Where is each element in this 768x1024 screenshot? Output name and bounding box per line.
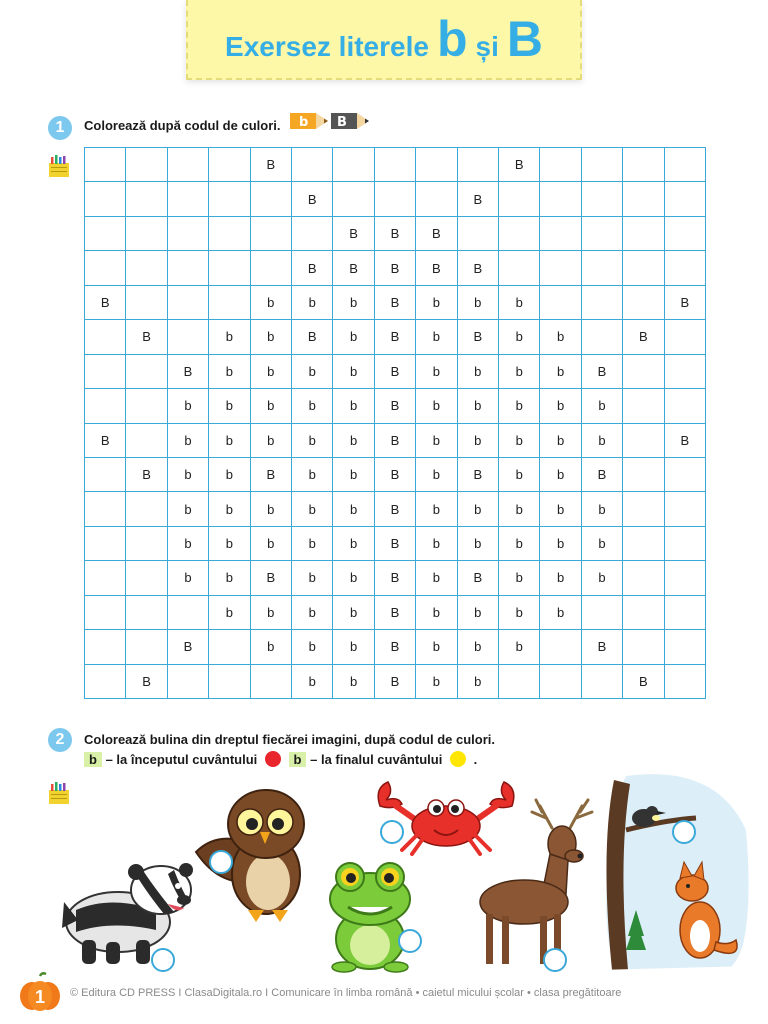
- grid-cell[interactable]: b: [168, 389, 209, 423]
- grid-cell[interactable]: [251, 182, 292, 216]
- grid-cell[interactable]: [582, 596, 623, 630]
- exercise-2-instruction: Colorează bulina din dreptul fiecărei imagini, după codul de culori.: [84, 732, 496, 747]
- owl-image: [186, 782, 316, 932]
- grid-cell[interactable]: [665, 665, 706, 699]
- grid-cell[interactable]: [126, 251, 167, 285]
- grid-cell[interactable]: [623, 286, 664, 320]
- grid-cell[interactable]: [665, 561, 706, 595]
- grid-cell[interactable]: [665, 596, 706, 630]
- grid-cell[interactable]: [375, 148, 416, 182]
- grid-cell[interactable]: [665, 630, 706, 664]
- grid-cell[interactable]: b: [292, 389, 333, 423]
- grid-cell[interactable]: b: [499, 389, 540, 423]
- grid-cell[interactable]: b: [251, 596, 292, 630]
- grid-cell[interactable]: [209, 286, 250, 320]
- grid-cell[interactable]: [540, 665, 581, 699]
- grid-cell[interactable]: [623, 251, 664, 285]
- grid-cell[interactable]: B: [251, 561, 292, 595]
- grid-cell[interactable]: [665, 320, 706, 354]
- grid-cell[interactable]: [126, 424, 167, 458]
- grid-cell[interactable]: b: [499, 630, 540, 664]
- grid-cell[interactable]: B: [582, 458, 623, 492]
- grid-cell[interactable]: B: [375, 389, 416, 423]
- grid-cell[interactable]: [126, 630, 167, 664]
- grid-cell[interactable]: [85, 217, 126, 251]
- grid-cell[interactable]: [126, 596, 167, 630]
- grid-cell[interactable]: [499, 182, 540, 216]
- grid-cell[interactable]: b: [333, 424, 374, 458]
- grid-cell[interactable]: b: [168, 492, 209, 526]
- grid-cell[interactable]: b: [499, 492, 540, 526]
- grid-cell[interactable]: B: [251, 458, 292, 492]
- grid-cell[interactable]: B: [375, 355, 416, 389]
- grid-cell[interactable]: b: [458, 596, 499, 630]
- legend-chip-end: b: [289, 752, 307, 767]
- grid-cell[interactable]: [623, 389, 664, 423]
- grid-cell[interactable]: B: [85, 424, 126, 458]
- grid-cell[interactable]: [168, 286, 209, 320]
- grid-cell[interactable]: b: [292, 458, 333, 492]
- legend-start-text: – la începutul cuvântului: [105, 752, 258, 767]
- title-prefix: Exersez literele: [225, 31, 429, 62]
- page-title: [225, 11, 543, 67]
- grid-cell[interactable]: [168, 148, 209, 182]
- grid-cell[interactable]: [416, 182, 457, 216]
- grid-cell[interactable]: B: [292, 320, 333, 354]
- grid-cell[interactable]: [85, 458, 126, 492]
- badger-answer-circle[interactable]: [151, 948, 175, 972]
- grid-cell[interactable]: [540, 182, 581, 216]
- grid-cell[interactable]: B: [333, 217, 374, 251]
- grid-cell[interactable]: [623, 596, 664, 630]
- grid-cell[interactable]: b: [251, 630, 292, 664]
- grid-cell[interactable]: [582, 148, 623, 182]
- grid-cell[interactable]: [85, 527, 126, 561]
- grid-cell[interactable]: [85, 561, 126, 595]
- grid-cell[interactable]: b: [499, 596, 540, 630]
- deer-answer-circle[interactable]: [543, 948, 567, 972]
- grid-cell[interactable]: b: [499, 320, 540, 354]
- grid-cell[interactable]: b: [292, 630, 333, 664]
- grid-cell[interactable]: [540, 286, 581, 320]
- grid-cell[interactable]: b: [416, 389, 457, 423]
- grid-cell[interactable]: [540, 630, 581, 664]
- pencil-B-icon: [331, 112, 369, 130]
- grid-cell[interactable]: [85, 665, 126, 699]
- grid-cell[interactable]: [582, 182, 623, 216]
- grid-cell[interactable]: b: [292, 665, 333, 699]
- grid-cell[interactable]: b: [540, 527, 581, 561]
- frog-image: [320, 855, 420, 973]
- grid-cell[interactable]: b: [499, 561, 540, 595]
- grid-cell[interactable]: [333, 148, 374, 182]
- grid-cell[interactable]: [623, 630, 664, 664]
- grid-cell[interactable]: b: [251, 286, 292, 320]
- grid-cell[interactable]: [85, 389, 126, 423]
- grid-cell[interactable]: B: [168, 630, 209, 664]
- grid-cell[interactable]: [251, 251, 292, 285]
- grid-cell[interactable]: b: [209, 320, 250, 354]
- grid-cell[interactable]: b: [251, 527, 292, 561]
- title-letter-small: b: [436, 11, 468, 67]
- grid-cell[interactable]: [168, 596, 209, 630]
- deer-image: [470, 798, 604, 970]
- grid-cell[interactable]: b: [209, 424, 250, 458]
- grid-cell[interactable]: B: [375, 320, 416, 354]
- grid-cell[interactable]: B: [375, 286, 416, 320]
- grid-cell[interactable]: [209, 630, 250, 664]
- grid-cell[interactable]: b: [333, 389, 374, 423]
- grid-cell[interactable]: [623, 424, 664, 458]
- grid-cell[interactable]: b: [292, 527, 333, 561]
- grid-cell[interactable]: b: [458, 424, 499, 458]
- grid-cell[interactable]: B: [375, 217, 416, 251]
- grid-cell[interactable]: b: [292, 596, 333, 630]
- footer-text: © Editura CD PRESS I ClasaDigitala.ro I Comunicare în limba română • caietul micului școlar • clasa pregătitoare: [70, 987, 622, 999]
- yellow-dot-icon: [450, 751, 466, 767]
- grid-cell[interactable]: B: [665, 286, 706, 320]
- grid-cell[interactable]: [623, 355, 664, 389]
- grid-cell[interactable]: B: [126, 320, 167, 354]
- pencil-b-icon: [290, 112, 328, 130]
- grid-cell[interactable]: B: [85, 286, 126, 320]
- grid-cell[interactable]: B: [251, 148, 292, 182]
- grid-cell[interactable]: [85, 630, 126, 664]
- pencil-b-letter: b: [299, 115, 309, 130]
- grid-cell[interactable]: [126, 492, 167, 526]
- grid-cell[interactable]: [209, 217, 250, 251]
- grid-cell[interactable]: b: [458, 389, 499, 423]
- grid-cell[interactable]: b: [416, 458, 457, 492]
- grid-cell[interactable]: b: [499, 424, 540, 458]
- crayons-icon: [49, 155, 69, 177]
- crayons-icon-2: [49, 782, 69, 804]
- grid-cell[interactable]: b: [209, 389, 250, 423]
- grid-cell[interactable]: b: [168, 424, 209, 458]
- grid-cell[interactable]: b: [333, 286, 374, 320]
- exercise-1-instruction: Colorează după codul de culori.: [84, 118, 281, 133]
- grid-cell[interactable]: B: [375, 424, 416, 458]
- grid-cell[interactable]: [582, 320, 623, 354]
- legend-end-text: – la finalul cuvântului: [310, 752, 443, 767]
- grid-cell[interactable]: b: [540, 492, 581, 526]
- grid-cell[interactable]: b: [458, 527, 499, 561]
- badger-image: [56, 850, 196, 970]
- grid-cell[interactable]: [665, 458, 706, 492]
- grid-cell[interactable]: [209, 251, 250, 285]
- grid-cell[interactable]: [458, 217, 499, 251]
- grid-cell[interactable]: [333, 182, 374, 216]
- grid-cell[interactable]: b: [292, 355, 333, 389]
- fox-crow-answer-circle[interactable]: [672, 820, 696, 844]
- grid-cell[interactable]: [126, 182, 167, 216]
- grid-cell[interactable]: B: [458, 320, 499, 354]
- grid-cell[interactable]: b: [168, 561, 209, 595]
- grid-cell[interactable]: [85, 320, 126, 354]
- grid-cell[interactable]: b: [292, 561, 333, 595]
- exercise-1-number: 1: [48, 116, 72, 140]
- grid-cell[interactable]: b: [582, 389, 623, 423]
- grid-cell[interactable]: b: [416, 527, 457, 561]
- grid-cell[interactable]: b: [540, 320, 581, 354]
- grid-cell[interactable]: B: [499, 148, 540, 182]
- grid-cell[interactable]: B: [168, 355, 209, 389]
- grid-cell[interactable]: [292, 217, 333, 251]
- grid-cell[interactable]: b: [540, 355, 581, 389]
- grid-cell[interactable]: [209, 182, 250, 216]
- grid-cell[interactable]: [126, 355, 167, 389]
- grid-cell[interactable]: b: [416, 320, 457, 354]
- grid-cell[interactable]: b: [582, 527, 623, 561]
- grid-cell[interactable]: [665, 492, 706, 526]
- grid-cell[interactable]: [209, 665, 250, 699]
- grid-cell[interactable]: [85, 148, 126, 182]
- grid-cell[interactable]: B: [375, 630, 416, 664]
- grid-cell[interactable]: B: [292, 251, 333, 285]
- grid-cell[interactable]: b: [333, 665, 374, 699]
- grid-cell[interactable]: B: [623, 320, 664, 354]
- grid-cell[interactable]: B: [375, 596, 416, 630]
- grid-cell[interactable]: b: [333, 355, 374, 389]
- grid-cell[interactable]: B: [582, 630, 623, 664]
- grid-cell[interactable]: b: [540, 561, 581, 595]
- grid-cell[interactable]: [623, 561, 664, 595]
- grid-cell[interactable]: B: [416, 217, 457, 251]
- grid-cell[interactable]: b: [499, 286, 540, 320]
- grid-cell[interactable]: b: [251, 355, 292, 389]
- grid-cell[interactable]: [665, 251, 706, 285]
- grid-cell[interactable]: [665, 182, 706, 216]
- grid-cell[interactable]: b: [458, 492, 499, 526]
- grid-cell[interactable]: B: [375, 458, 416, 492]
- grid-cell[interactable]: [85, 355, 126, 389]
- grid-cell[interactable]: b: [582, 424, 623, 458]
- grid-cell[interactable]: B: [126, 665, 167, 699]
- grid-cell[interactable]: b: [209, 458, 250, 492]
- grid-cell[interactable]: b: [292, 492, 333, 526]
- grid-cell[interactable]: B: [623, 665, 664, 699]
- grid-cell[interactable]: [251, 665, 292, 699]
- grid-cell[interactable]: [126, 561, 167, 595]
- grid-cell[interactable]: b: [416, 355, 457, 389]
- fox-and-crow-image: [596, 770, 752, 980]
- grid-cell[interactable]: B: [582, 355, 623, 389]
- crab-answer-circle[interactable]: [380, 820, 404, 844]
- legend-chip-start: b: [84, 752, 102, 767]
- grid-cell[interactable]: [458, 148, 499, 182]
- grid-cell[interactable]: b: [333, 458, 374, 492]
- grid-cell[interactable]: [540, 148, 581, 182]
- grid-cell[interactable]: [499, 217, 540, 251]
- grid-cell[interactable]: [665, 527, 706, 561]
- grid-cell[interactable]: b: [499, 527, 540, 561]
- grid-cell[interactable]: b: [458, 355, 499, 389]
- grid-cell[interactable]: b: [209, 527, 250, 561]
- grid-cell[interactable]: [540, 251, 581, 285]
- grid-cell[interactable]: b: [540, 596, 581, 630]
- grid-cell[interactable]: b: [416, 665, 457, 699]
- grid-cell[interactable]: [623, 527, 664, 561]
- legend-end-period: .: [473, 752, 478, 767]
- grid-cell[interactable]: b: [251, 389, 292, 423]
- grid-cell[interactable]: b: [333, 561, 374, 595]
- grid-cell[interactable]: [540, 217, 581, 251]
- red-dot-icon: [265, 751, 281, 767]
- grid-cell[interactable]: b: [292, 286, 333, 320]
- owl-answer-circle[interactable]: [209, 850, 233, 874]
- grid-cell[interactable]: [209, 148, 250, 182]
- grid-cell[interactable]: [623, 217, 664, 251]
- grid-cell[interactable]: B: [458, 251, 499, 285]
- grid-cell[interactable]: b: [540, 424, 581, 458]
- grid-cell[interactable]: b: [251, 320, 292, 354]
- grid-cell[interactable]: b: [209, 596, 250, 630]
- grid-cell[interactable]: [85, 251, 126, 285]
- grid-cell[interactable]: B: [375, 561, 416, 595]
- title-banner: [186, 0, 582, 80]
- grid-cell[interactable]: [623, 148, 664, 182]
- pencil-B-letter: B: [337, 115, 347, 130]
- grid-cell[interactable]: b: [333, 320, 374, 354]
- grid-cell[interactable]: b: [333, 492, 374, 526]
- frog-answer-circle[interactable]: [398, 929, 422, 953]
- grid-cell[interactable]: b: [251, 424, 292, 458]
- grid-cell[interactable]: [85, 182, 126, 216]
- grid-cell[interactable]: [251, 217, 292, 251]
- grid-cell[interactable]: b: [540, 458, 581, 492]
- grid-cell[interactable]: B: [458, 182, 499, 216]
- grid-cell[interactable]: [168, 665, 209, 699]
- grid-cell[interactable]: [168, 251, 209, 285]
- grid-cell[interactable]: [499, 251, 540, 285]
- grid-cell[interactable]: B: [375, 251, 416, 285]
- grid-cell[interactable]: B: [126, 458, 167, 492]
- grid-cell[interactable]: [85, 492, 126, 526]
- grid-cell[interactable]: b: [333, 630, 374, 664]
- grid-cell[interactable]: b: [499, 458, 540, 492]
- pumpkin-page-badge: [18, 972, 62, 1012]
- grid-cell[interactable]: [665, 217, 706, 251]
- grid-cell[interactable]: b: [540, 389, 581, 423]
- grid-cell[interactable]: b: [458, 665, 499, 699]
- exercise-2-legend: [84, 751, 477, 767]
- title-letter-big: B: [506, 11, 543, 67]
- grid-cell[interactable]: B: [665, 424, 706, 458]
- grid-cell[interactable]: b: [582, 561, 623, 595]
- grid-cell[interactable]: b: [209, 492, 250, 526]
- grid-cell[interactable]: b: [416, 596, 457, 630]
- grid-cell[interactable]: [665, 389, 706, 423]
- grid-cell[interactable]: [582, 665, 623, 699]
- grid-cell[interactable]: b: [209, 561, 250, 595]
- grid-cell[interactable]: b: [333, 596, 374, 630]
- grid-cell[interactable]: [126, 217, 167, 251]
- title-conj: și: [475, 31, 499, 62]
- grid-cell[interactable]: [416, 148, 457, 182]
- page-number: 1: [34, 987, 46, 1007]
- grid-cell[interactable]: b: [209, 355, 250, 389]
- letter-grid: [84, 147, 706, 699]
- grid-cell[interactable]: [582, 217, 623, 251]
- grid-cell[interactable]: b: [499, 355, 540, 389]
- grid-cell[interactable]: [499, 665, 540, 699]
- exercise-2-number: 2: [48, 728, 72, 752]
- grid-cell[interactable]: b: [582, 492, 623, 526]
- grid-cell[interactable]: [665, 148, 706, 182]
- grid-cell[interactable]: B: [292, 182, 333, 216]
- grid-cell[interactable]: B: [375, 492, 416, 526]
- grid-cell[interactable]: [375, 182, 416, 216]
- grid-cell[interactable]: [126, 148, 167, 182]
- grid-cell[interactable]: [168, 320, 209, 354]
- grid-cell[interactable]: [665, 355, 706, 389]
- grid-cell[interactable]: b: [168, 527, 209, 561]
- grid-cell[interactable]: b: [458, 286, 499, 320]
- grid-cell[interactable]: b: [416, 492, 457, 526]
- grid-cell[interactable]: b: [416, 561, 457, 595]
- grid-cell[interactable]: B: [458, 458, 499, 492]
- grid-cell[interactable]: [582, 286, 623, 320]
- grid-cell[interactable]: B: [375, 527, 416, 561]
- grid-cell[interactable]: b: [251, 492, 292, 526]
- grid-cell[interactable]: b: [168, 458, 209, 492]
- grid-cell[interactable]: B: [375, 665, 416, 699]
- grid-cell[interactable]: [582, 251, 623, 285]
- grid-cell[interactable]: b: [333, 527, 374, 561]
- grid-cell[interactable]: [623, 182, 664, 216]
- grid-cell[interactable]: b: [458, 630, 499, 664]
- grid-cell[interactable]: b: [416, 286, 457, 320]
- grid-cell[interactable]: b: [416, 630, 457, 664]
- grid-cell[interactable]: B: [416, 251, 457, 285]
- grid-cell[interactable]: [126, 286, 167, 320]
- grid-cell[interactable]: [126, 527, 167, 561]
- grid-cell[interactable]: [623, 492, 664, 526]
- grid-cell[interactable]: [623, 458, 664, 492]
- grid-cell[interactable]: b: [416, 424, 457, 458]
- grid-cell[interactable]: [292, 148, 333, 182]
- grid-cell[interactable]: [168, 182, 209, 216]
- grid-cell[interactable]: [85, 596, 126, 630]
- grid-cell[interactable]: B: [458, 561, 499, 595]
- grid-cell[interactable]: [168, 217, 209, 251]
- grid-cell[interactable]: B: [333, 251, 374, 285]
- grid-cell[interactable]: b: [292, 424, 333, 458]
- grid-cell[interactable]: [126, 389, 167, 423]
